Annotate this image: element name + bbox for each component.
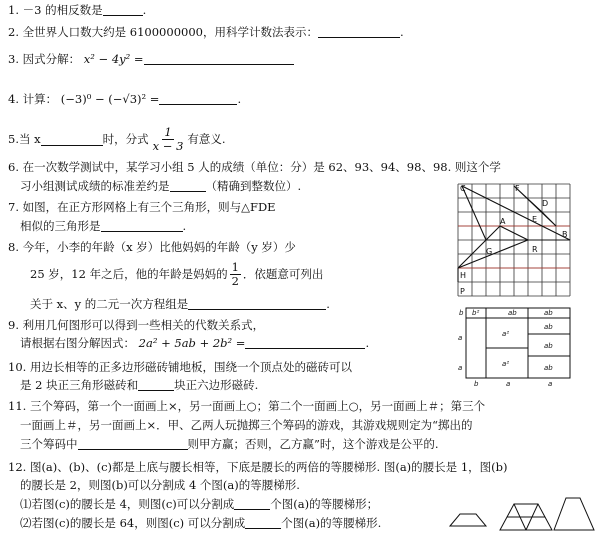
q6-line2-tail: （精确到整数位）. xyxy=(205,179,302,193)
q4-text: 计算： xyxy=(22,92,58,106)
q8-fraction-denominator: 2 xyxy=(231,273,239,288)
triangle-hgr xyxy=(458,226,528,268)
q5-answer-blank[interactable] xyxy=(41,133,103,146)
cell-a2-1: a² xyxy=(502,330,510,338)
trapezoid-figures xyxy=(440,494,596,534)
q1-number: 1. xyxy=(8,3,19,17)
label-r: R xyxy=(532,245,538,254)
label-f: F xyxy=(515,184,520,193)
q11-line3 xyxy=(20,437,439,451)
q8-line2-tail: ．依题意可列出 xyxy=(242,267,324,281)
label-h: H xyxy=(460,271,467,280)
q12-sub1-tail: 个图(a)的等腰梯形； xyxy=(270,497,379,511)
q7-line2 xyxy=(20,219,186,233)
q12-sub2 xyxy=(20,516,381,530)
label-e: E xyxy=(532,215,538,224)
q1-answer-blank[interactable] xyxy=(103,3,143,16)
label-g: G xyxy=(486,247,493,256)
q7-line1: 7. 如图，在正方形网格上有三个三角形，则与△FDE xyxy=(8,200,276,214)
top-label-ab-1: ab xyxy=(508,309,517,317)
label-p: P xyxy=(460,287,465,296)
q8-line3 xyxy=(30,297,330,311)
q9-expression: 2a² + 5ab + 2b² = xyxy=(138,336,246,350)
q7-period: . xyxy=(182,219,187,233)
bottom-label-a-1: a xyxy=(506,380,511,388)
triangle-grid-figure xyxy=(452,182,578,306)
q9-answer-blank[interactable] xyxy=(245,336,365,349)
q12-sub2-answer-blank[interactable] xyxy=(245,516,281,529)
label-a: A xyxy=(500,217,506,226)
q9-period: . xyxy=(365,336,370,350)
q4-number: 4. xyxy=(8,92,19,106)
cell-ab-2: ab xyxy=(544,342,553,350)
q9-line2-text: 请根据右图分解因式： xyxy=(20,336,135,350)
q4-period: . xyxy=(237,92,242,106)
q5-fraction-numerator: 1 xyxy=(164,124,172,139)
q12-sub2-text: ⑵若图(c)的腰长是 64，则图(c) 可以分割成 xyxy=(20,516,246,530)
question-2 xyxy=(8,25,404,39)
q8-line1: 8. 今年，小李的年龄（x 岁）比他妈妈的年龄（y 岁）少 xyxy=(8,240,296,254)
q12-sub1-text: ⑴若图(c)的腰长是 4，则图(c)可以分割成 xyxy=(20,497,235,511)
q12-line2: 的腰长是 2，则图(b)可以分割成 4 个图(a)的等腰梯形. xyxy=(20,478,300,492)
question-5 xyxy=(8,122,226,156)
q1-period: . xyxy=(142,3,147,17)
q5-mid-text: 时，分式 xyxy=(102,132,149,146)
question-1 xyxy=(8,3,146,17)
q10-line2-tail: 块正六边形磁砖. xyxy=(174,378,259,392)
bottom-label-b: b xyxy=(474,380,479,388)
q2-text: 全世界人口数大约是 6100000000，用科学计数法表示： xyxy=(22,25,318,39)
cell-a2-2: a² xyxy=(502,360,510,368)
question-4 xyxy=(8,92,241,106)
q3-answer-blank[interactable] xyxy=(144,52,294,65)
cell-ab-1: ab xyxy=(544,323,553,331)
q7-line2-text: 相似的三角形是 xyxy=(20,219,101,233)
q11-line3-text: 三个筹码中 xyxy=(20,437,78,451)
cell-ab-3: ab xyxy=(544,364,553,372)
q12-sub1 xyxy=(20,497,378,511)
q10-line2-text: 是 2 块正三角形磁砖和 xyxy=(20,378,139,392)
q5-text: 当 x xyxy=(18,132,41,146)
q1-text: －3 的相反数是 xyxy=(22,3,103,17)
q12-line1: 12. 图(a)、(b)、(c)都是上底与腰长相等，下底是腰长的两倍的等腰梯形. 图(a)的腰长是 1，图(b) xyxy=(8,460,508,474)
q11-line3-tail: 则甲方赢；否则，乙方赢”时，这个游戏是公平的. xyxy=(187,437,439,451)
q4-expression: (−3)⁰ − (−√3)² = xyxy=(60,92,160,106)
q6-line1: 6. 在一次数学测试中，某学习小组 5 人的成绩（单位：分）是 62、93、94、98、98. 则这个学 xyxy=(8,160,501,174)
q5-fraction-denominator: x − 3 xyxy=(152,138,184,153)
q6-line2 xyxy=(20,179,301,193)
q8-fraction-numerator: 1 xyxy=(231,259,239,274)
q8-fraction xyxy=(230,261,241,288)
top-label-ab-2: ab xyxy=(544,309,553,317)
q6-answer-blank[interactable] xyxy=(170,179,206,192)
trapezoid-c xyxy=(554,498,594,530)
question-3 xyxy=(8,52,294,66)
q3-text: 因式分解： xyxy=(22,52,81,66)
q5-number: 5. xyxy=(8,132,19,146)
q2-answer-blank[interactable] xyxy=(318,25,400,38)
q8-line3-text: 关于 x、y 的二元一次方程组是 xyxy=(30,297,189,311)
q12-sub1-answer-blank[interactable] xyxy=(234,497,270,510)
label-d: D xyxy=(542,199,549,208)
q10-answer-blank[interactable] xyxy=(138,378,174,391)
q10-line2 xyxy=(20,378,258,392)
q9-line2 xyxy=(20,336,369,350)
q2-number: 2. xyxy=(8,25,19,39)
left-label-a-1: a xyxy=(458,334,463,342)
q10-line1: 10. 用边长相等的正多边形磁砖铺地板，围绕一个顶点处的磁砖可以 xyxy=(8,360,352,374)
q7-answer-blank[interactable] xyxy=(101,219,183,232)
q2-period: . xyxy=(399,25,404,39)
q8-line2 xyxy=(30,258,323,290)
top-label-b2: b² xyxy=(472,309,480,317)
q12-sub2-tail: 个图(a)的等腰梯形. xyxy=(281,516,382,530)
q5-fraction xyxy=(151,126,186,153)
q8-line2-text: 25 岁，12 年之后，他的年龄是妈妈的 xyxy=(30,267,228,281)
q8-answer-blank[interactable] xyxy=(188,297,326,310)
trapezoid-a xyxy=(450,514,486,526)
left-label-a-2: a xyxy=(458,364,463,372)
q6-line2-text: 习小组测试成绩的标准差约是 xyxy=(20,179,170,193)
q3-number: 3. xyxy=(8,52,19,66)
q5-post-text: 有意义. xyxy=(187,132,226,146)
q11-answer-blank[interactable] xyxy=(78,437,188,450)
q9-line1: 9. 利用几何图形可以得到一些相关的代数关系式， xyxy=(8,318,265,332)
bottom-label-a-2: a xyxy=(548,380,553,388)
q11-line2: 一面画上＃，另一面画上×．甲、乙两人玩抛掷三个筹码的游戏，其游戏规则定为“掷出的 xyxy=(20,418,473,432)
label-b: B xyxy=(562,230,568,239)
q11-line1: 11. 三个筹码，第一个一面画上×，另一面画上○；第二个一面画上○，另一面画上＃；第三个 xyxy=(8,399,486,413)
area-model-figure xyxy=(456,306,574,388)
top-label-b: b xyxy=(459,309,464,317)
q4-answer-blank[interactable] xyxy=(159,92,237,105)
q8-period: . xyxy=(326,297,330,311)
triangle-cab xyxy=(462,186,570,240)
q3-expression: x² − 4y² = xyxy=(83,52,144,66)
label-c: C xyxy=(460,184,466,193)
